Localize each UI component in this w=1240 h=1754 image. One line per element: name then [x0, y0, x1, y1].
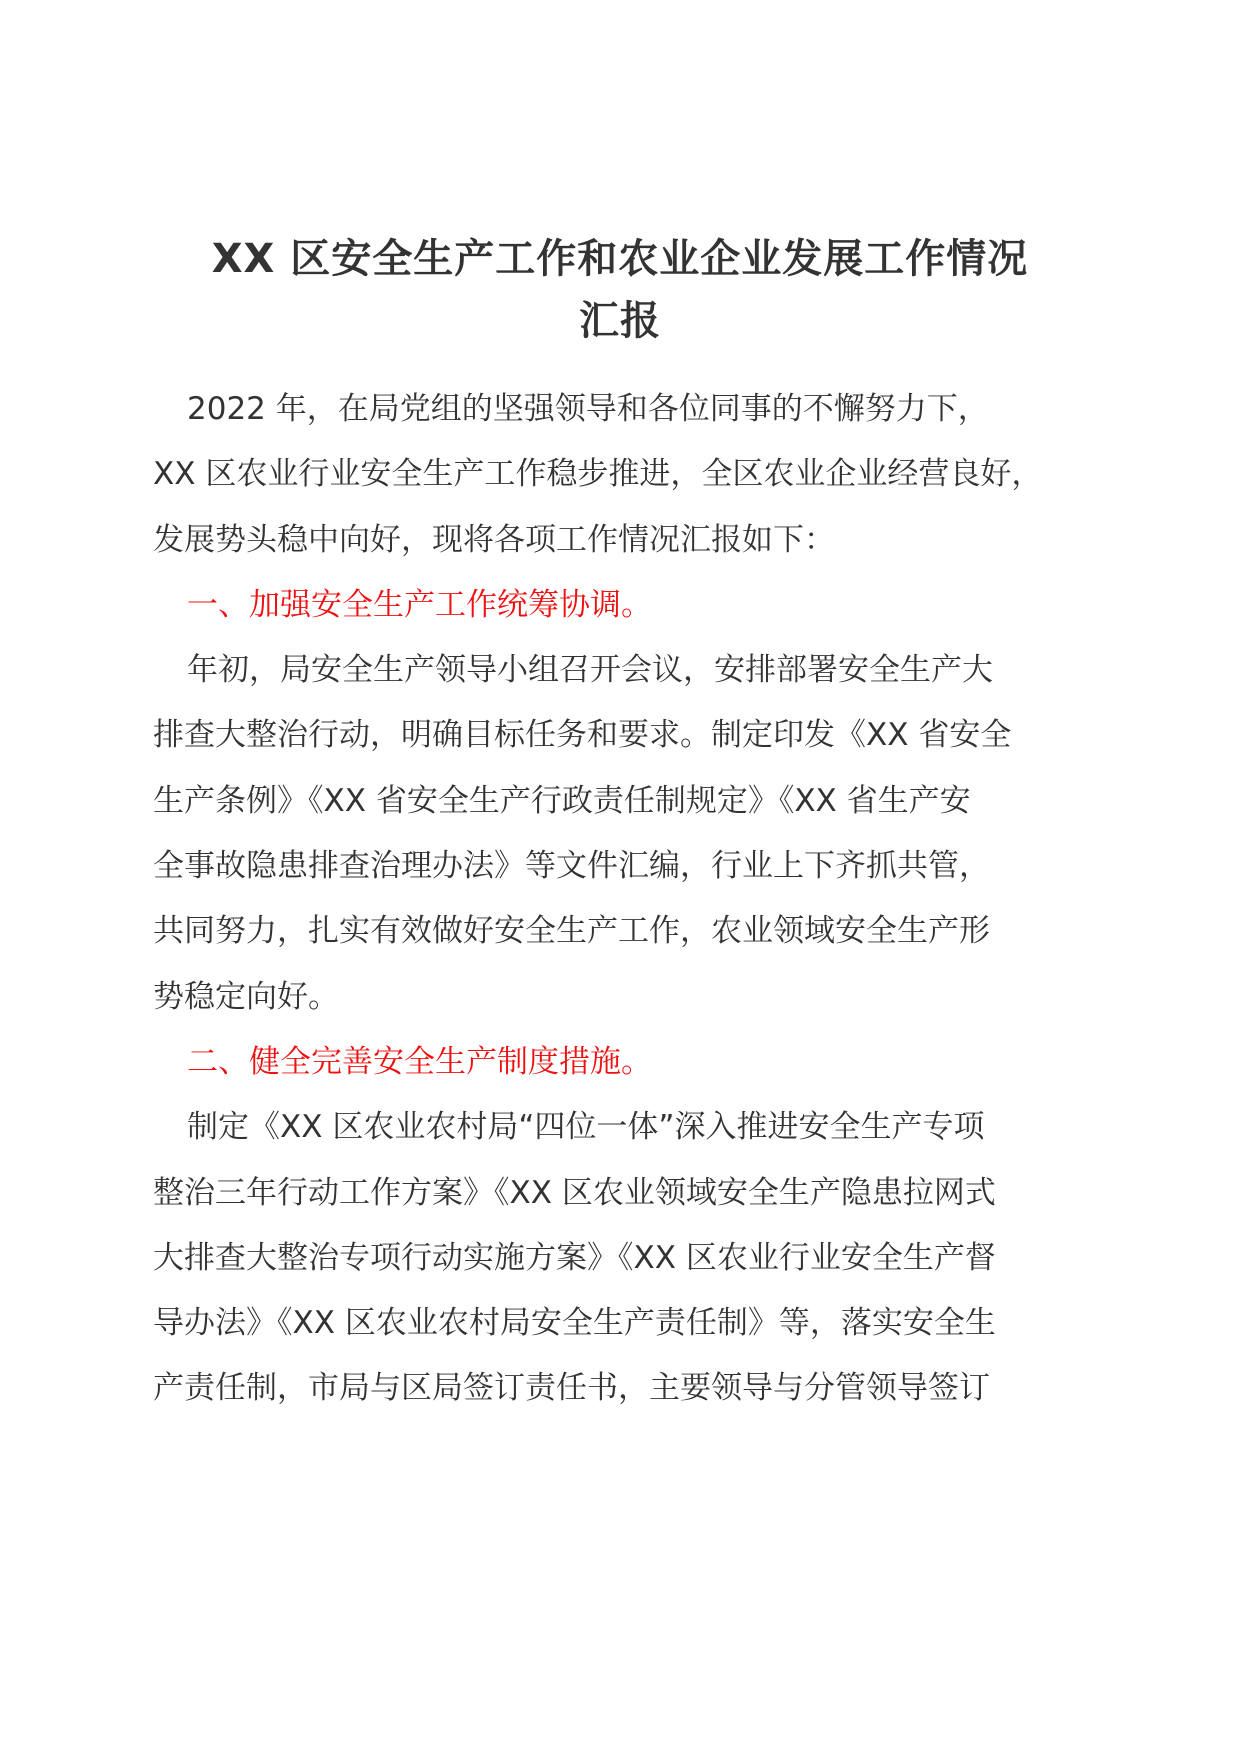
document-body — [153, 377, 1103, 1422]
title-line: 汇报 — [579, 298, 661, 344]
section-heading-text: 一、加强安全生产工作统筹协调。 — [187, 586, 652, 623]
title-line: XX 区安全生产工作和农业企业发展工作情况 — [211, 236, 1029, 282]
section-heading — [153, 1030, 1103, 1095]
paragraph-line: 排查大整治行动，明确目标任务和要求。制定印发《XX 省安全 — [153, 717, 1012, 754]
paragraph-line: 势稳定向好。 — [153, 978, 339, 1015]
paragraph-line: 产责任制，市局与区局签订责任书，主要领导与分管领导签订 — [153, 1370, 990, 1407]
paragraph-line: 发展势头稳中向好，现将各项工作情况汇报如下： — [153, 521, 835, 558]
document-title — [150, 228, 1090, 352]
paragraph-line: 制定《XX 区农业农村局“四位一体”深入推进安全生产专项 — [187, 1109, 985, 1146]
paragraph-line: XX 区农业行业安全生产工作稳步推进，全区农业企业经营良好， — [153, 456, 1043, 493]
paragraph-line: 共同努力，扎实有效做好安全生产工作，农业领域安全生产形 — [153, 913, 990, 950]
paragraph-line: 导办法》《XX 区农业农村局安全生产责任制》等，落实安全生 — [153, 1305, 996, 1342]
section-heading-text: 二、健全完善安全生产制度措施。 — [187, 1043, 652, 1080]
body-paragraph — [153, 377, 1103, 573]
body-paragraph — [153, 638, 1103, 1030]
paragraph-line: 大排查大整治专项行动实施方案》《XX 区农业行业安全生产督 — [153, 1239, 996, 1276]
body-paragraph — [153, 1095, 1103, 1421]
section-heading — [153, 573, 1103, 638]
paragraph-line: 年初，局安全生产领导小组召开会议，安排部署安全生产大 — [187, 652, 993, 689]
paragraph-line: 全事故隐患排查治理办法》等文件汇编，行业上下齐抓共管， — [153, 848, 990, 885]
paragraph-line: 整治三年行动工作方案》《XX 区农业领域安全生产隐患拉网式 — [153, 1174, 996, 1211]
paragraph-line: 2022 年，在局党组的坚强领导和各位同事的不懈努力下， — [187, 391, 989, 427]
paragraph-line: 生产条例》《XX 省安全生产行政责任制规定》《XX 省生产安 — [153, 782, 971, 819]
